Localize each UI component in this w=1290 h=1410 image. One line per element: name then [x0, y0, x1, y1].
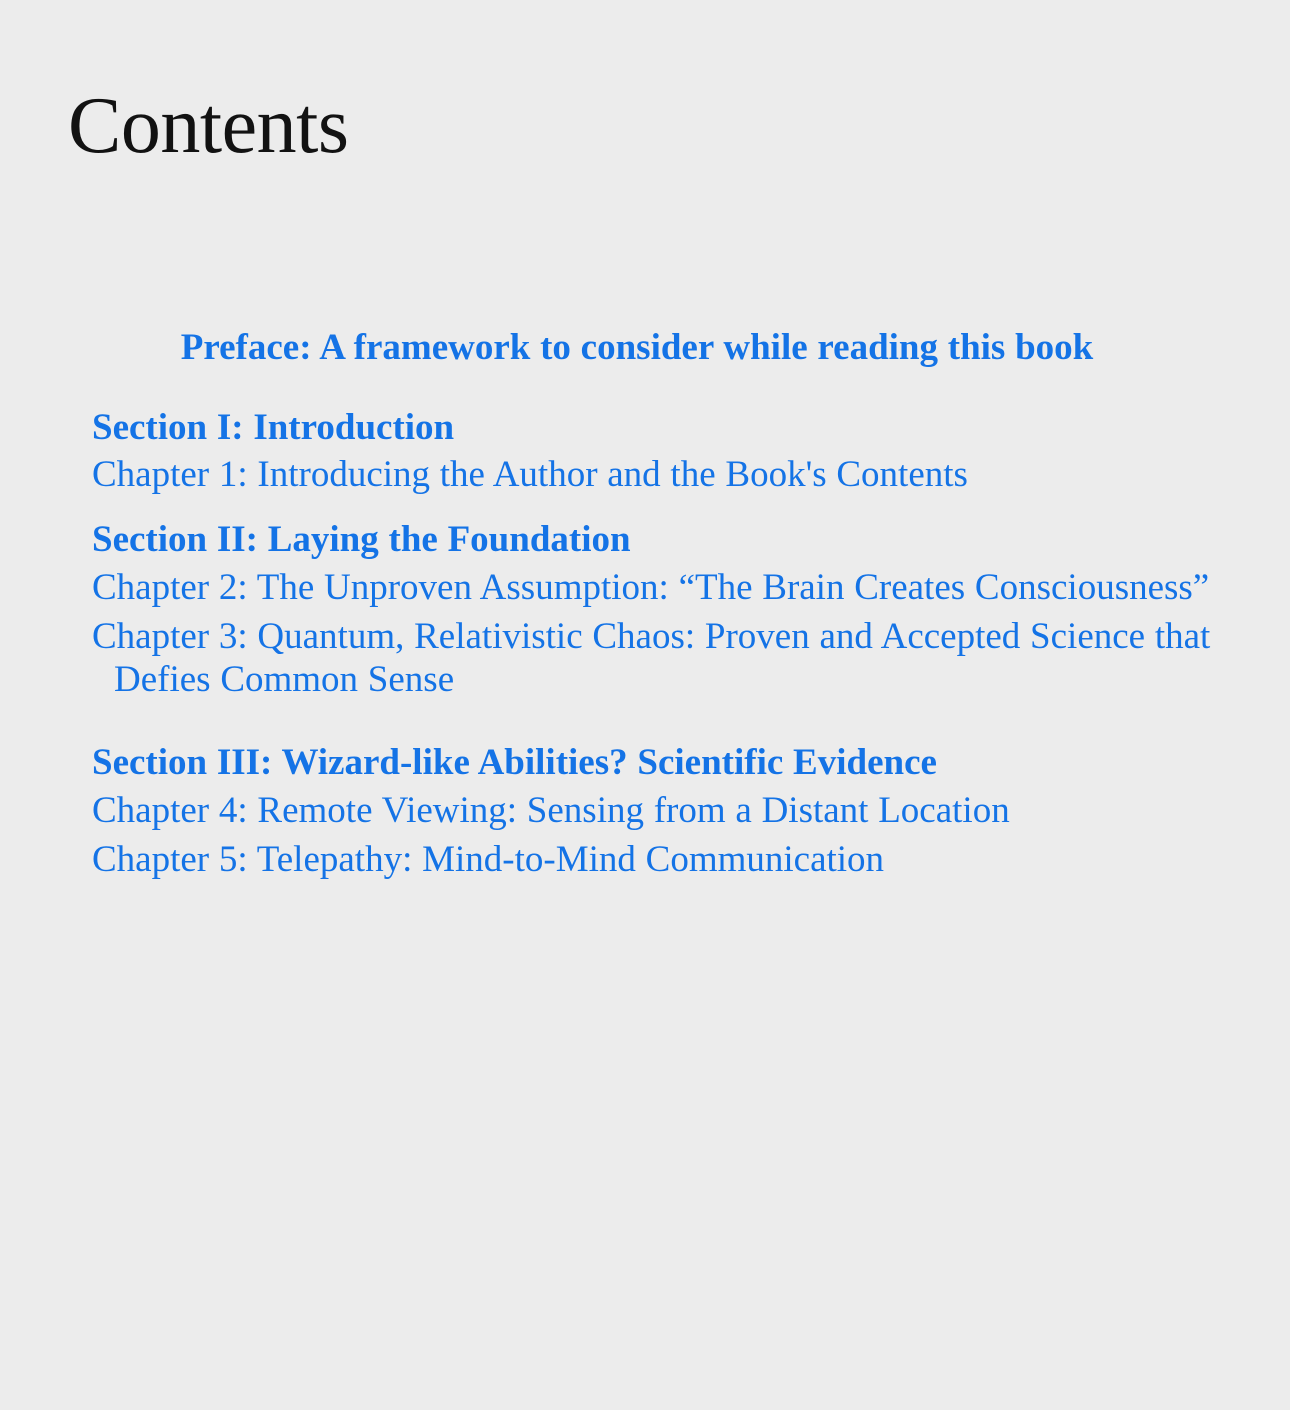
- toc-entry-preface[interactable]: Preface: A framework to consider while reading this book: [180, 327, 1094, 368]
- toc-chapter-5[interactable]: Chapter 5: Telepathy: Mind-to-Mind Communication: [92, 838, 885, 880]
- toc-chapter-3[interactable]: Chapter 3: Quantum, Relativistic Chaos: Proven and Accepted Science that Defies Common Sense: [92, 615, 1211, 701]
- toc-chapter-1[interactable]: Chapter 1: Introducing the Author and the Book's Contents: [92, 453, 968, 495]
- page-title: Contents: [68, 82, 349, 170]
- toc-section-2[interactable]: Section II: Laying the Foundation: [92, 519, 631, 561]
- toc-section-1[interactable]: Section I: Introduction: [92, 406, 455, 448]
- toc-section-3[interactable]: Section III: Wizard-like Abilities? Scientific Evidence: [92, 742, 937, 784]
- toc-chapter-4[interactable]: Chapter 4: Remote Viewing: Sensing from a Distant Location: [92, 789, 1010, 831]
- toc-list: [92, 326, 1232, 887]
- toc-chapter-2[interactable]: Chapter 2: The Unproven Assumption: “The Brain Creates Consciousness”: [92, 566, 1210, 608]
